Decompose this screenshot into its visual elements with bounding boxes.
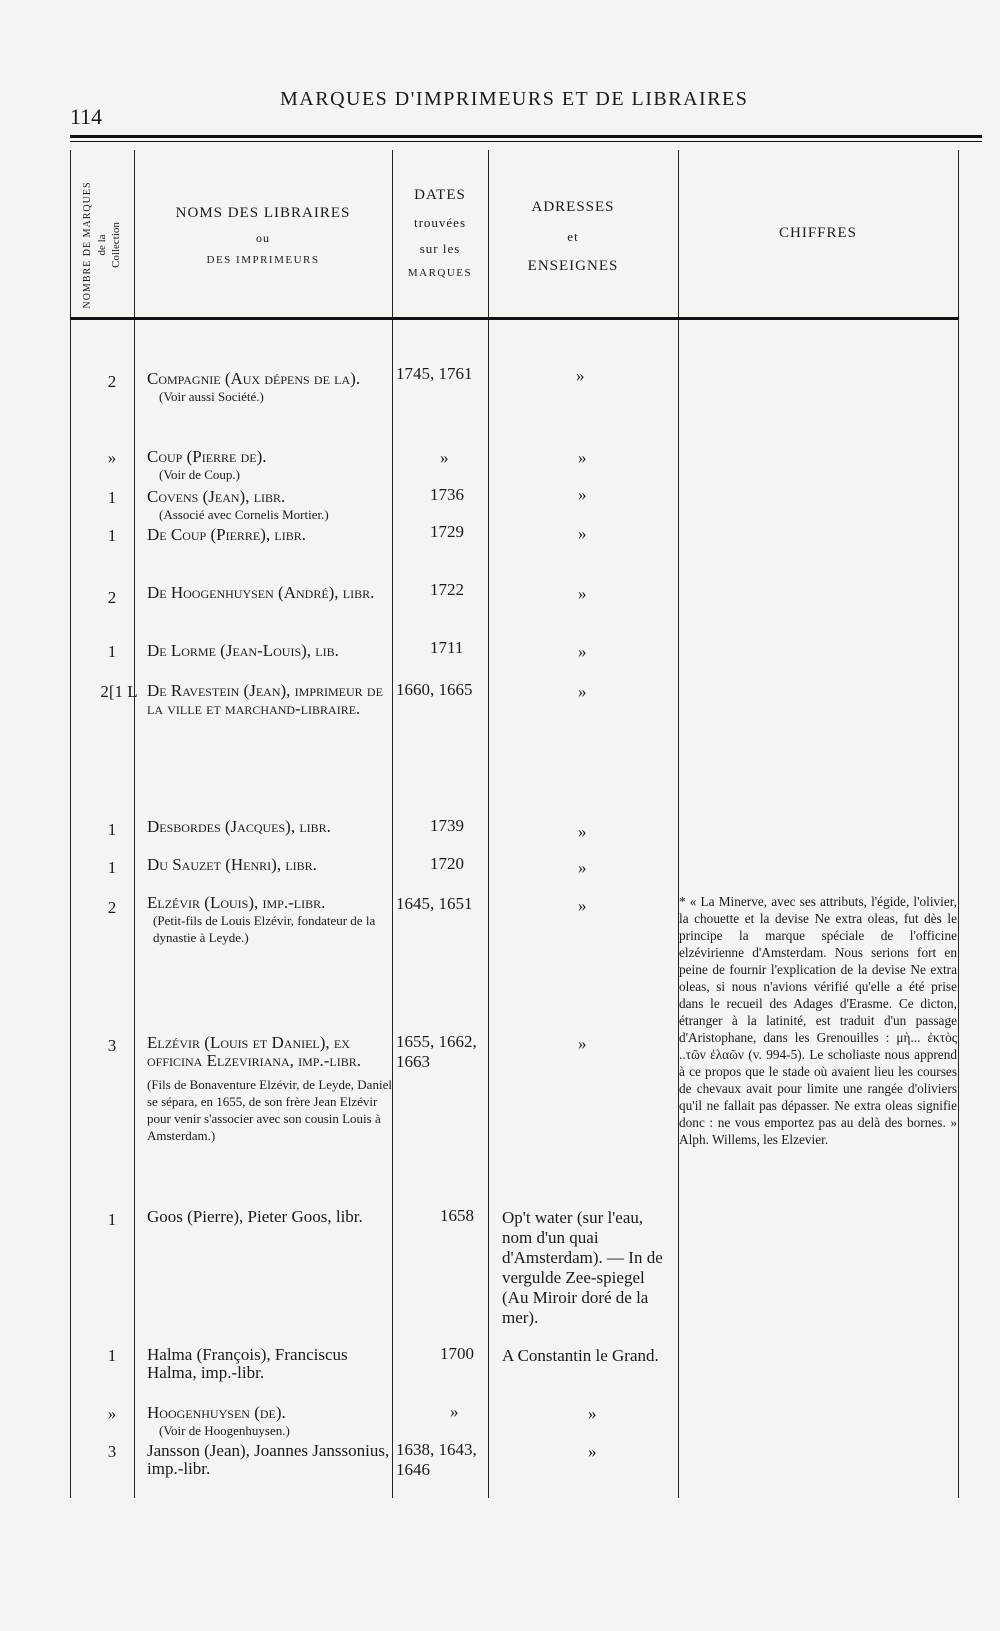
footnote-elzevir: * « La Minerve, avec ses attributs, l'égide, l'olivier, la chouette et la devise Ne extra oleas, fut dès le principe la marque spéciale de l'officine elzévirienne d'Amsterdam. Nous serions fort en peine de fournir l'explication de la devise Ne extra oleas, si nous n'avions vérifié qu'elle a été prise dans le recueil des Adages d'Erasme. Ce dicton, étranger à la latinité, est traduit d'un passage d'Aristophane, dans les Grenouilles : μὴ... ἐκτὸς ..τῶν ἐλαῶν (v. 994-5). Le scholiaste nous apprend à ce propos que le stade où avaient lieu les courses de chevaux avait pour limite une rangée d'oliviers qu'il ne fallait pas dépasser. Ne extra oleas signifie donc : ne vous emportez pas au delà des bornes. » Alph. Willems, les Elzevier. [679,894,957,1147]
header-ciphers: CHIFFRES [778,225,858,241]
header-dates: DATES trouvées sur les MARQUES [407,187,473,280]
column-divider [488,150,489,1498]
header-rule [70,317,958,320]
column-divider [70,150,71,1498]
top-rule-thin [70,141,982,142]
top-rule [70,135,982,138]
header-count: NOMBRE DE MARQUES de la Collection [82,181,122,309]
running-title: MARQUES D'IMPRIMEURS ET DE LIBRAIRES [280,88,749,110]
column-divider [958,150,959,1498]
header-names: NOMS DES LIBRAIRES ou DES IMPRIMEURS [175,205,351,266]
column-divider [678,150,679,1498]
page-number: 114 [70,104,103,129]
column-divider [134,150,135,1498]
header-addresses: ADRESSES et ENSEIGNES [527,199,619,274]
